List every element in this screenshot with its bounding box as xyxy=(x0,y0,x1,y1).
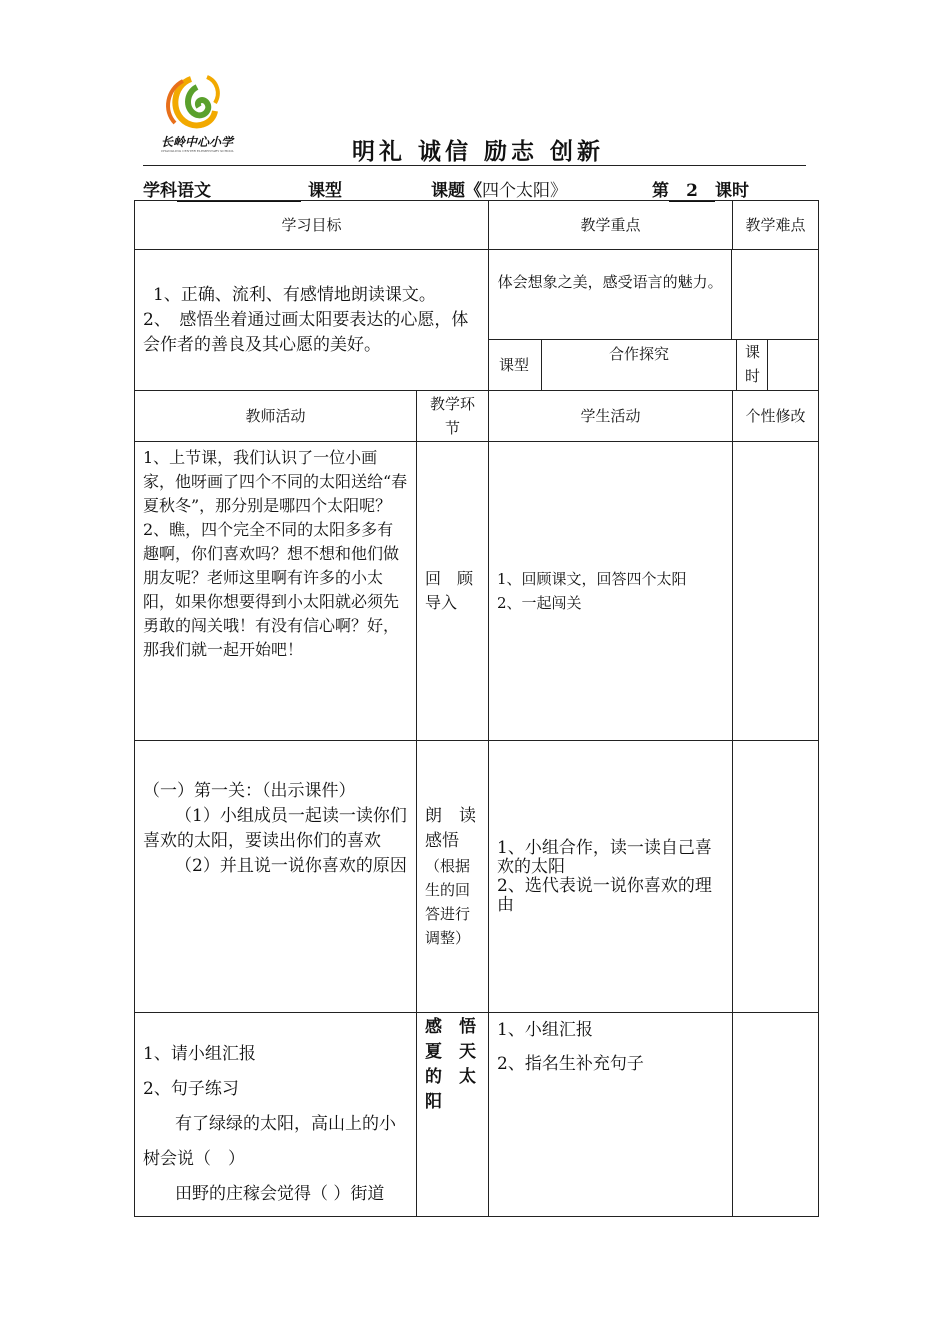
student-activity-item: 1、小组合作，读一读自己喜欢的太阳 xyxy=(497,837,712,877)
student-activity-cell xyxy=(489,741,733,1013)
school-motto: 明礼 诚信 励志 创新 xyxy=(352,138,605,165)
meta-topic xyxy=(431,176,567,201)
period-suffix: 课时 xyxy=(715,181,749,201)
student-activity-cell xyxy=(489,1013,733,1217)
stage-cell xyxy=(417,741,489,1013)
student-activity-item: 1、小组汇报 xyxy=(497,1020,593,1040)
goal-item: 1、正确、流利、有感情地朗读课文。 xyxy=(153,284,436,305)
school-logo xyxy=(143,67,260,159)
period-cell-value xyxy=(768,340,819,390)
key-points-text: 体会想象之美，感受语言的魅力。 xyxy=(489,250,732,339)
student-activity-item: 2、指名生补充句子 xyxy=(497,1054,644,1074)
goals-cell xyxy=(135,250,489,391)
teacher-activity-cell xyxy=(135,442,417,741)
logo-school-subtitle: CHANGLING CENTER ELEMENTARY SCHOOL xyxy=(161,149,235,153)
meta-period xyxy=(652,176,749,202)
teacher-header: 教师活动 xyxy=(135,391,417,442)
key-points-header: 教学重点 xyxy=(489,201,733,250)
personal-cell xyxy=(733,741,819,1013)
personal-cell xyxy=(733,442,819,741)
topic-label: 课题《 xyxy=(431,181,482,201)
teacher-activity-cell xyxy=(135,1013,417,1217)
activity-row xyxy=(135,741,819,1013)
goals-header: 学习目标 xyxy=(135,201,489,250)
difficulties-text xyxy=(732,250,818,339)
lesson-type-cell-value: 合作探究 xyxy=(542,340,737,390)
teacher-activity-item: 1、上节课，我们认识了一位小画家，他呀画了四个不同的太阳送给“春夏秋冬”，那分别是哪四个太阳呢？ xyxy=(143,448,408,515)
lesson-type-label: 课型 xyxy=(308,181,342,201)
goal-item: 2、 感悟坐着通过画太阳要表达的心愿，体会作者的善良及其心愿的美好。 xyxy=(143,309,469,355)
activity-row xyxy=(135,1013,819,1217)
teacher-activity-item: （一）第一关：（出示课件） xyxy=(143,780,356,801)
period-prefix: 第 xyxy=(652,181,669,201)
meta-subject xyxy=(143,176,301,202)
student-activity-cell xyxy=(489,442,733,741)
period-cell-label: 课时 xyxy=(737,340,768,390)
teacher-activity-cell xyxy=(135,741,417,1013)
stage-cell: 回 顾导入 xyxy=(417,442,489,741)
subject-label: 学科 xyxy=(143,181,177,201)
logo-school-name: 长岭中心小学 xyxy=(161,135,234,149)
header-row xyxy=(135,201,819,250)
stage-label: 朗 读感悟 xyxy=(425,805,476,851)
student-activity-item: 2、选代表说一说你喜欢的理由 xyxy=(497,875,712,915)
lesson-type-cell-label: 课型 xyxy=(489,340,542,390)
lesson-plan-table xyxy=(134,200,819,1217)
personal-cell xyxy=(733,1013,819,1217)
period-value: 2 xyxy=(669,181,715,202)
stage-note: （根据生的回答进行调整） xyxy=(425,856,471,947)
teacher-activity-item: 2、瞧，四个完全不同的太阳多多有趣啊，你们喜欢吗？想不想和他们做朋友呢？老师这里啊有许多的小太阳，如果你想要得到小太阳就必须先勇敢的闯关哦！有没有信心啊？好，那我们就一起开始吧！ xyxy=(143,520,400,659)
goals-row xyxy=(135,250,819,391)
stage-header: 教学环节 xyxy=(417,391,489,442)
teacher-activity-item: 田野的庄稼会觉得（ ）街道 xyxy=(175,1184,385,1204)
student-activity-item: 1、回顾课文，回答四个太阳 xyxy=(497,570,687,588)
key-points-inner xyxy=(489,250,818,390)
student-activity-item: 2、一起闯关 xyxy=(497,594,582,612)
difficulties-header: 教学难点 xyxy=(733,201,819,250)
activity-row xyxy=(135,442,819,741)
teacher-activity-item: （1）小组成员一起读一读你们喜欢的太阳，要读出你们的喜欢 xyxy=(143,805,407,851)
lesson-type-inner xyxy=(489,340,818,390)
personal-header: 个性修改 xyxy=(733,391,819,442)
topic-value: 四个太阳》 xyxy=(482,181,567,201)
teacher-activity-item: （2）并且说一说你喜欢的原因 xyxy=(175,855,407,876)
teacher-activity-item: 1、请小组汇报 xyxy=(143,1044,256,1064)
student-header: 学生活动 xyxy=(489,391,733,442)
activity-header-row xyxy=(135,391,819,442)
teacher-activity-item: 2、句子练习 xyxy=(143,1079,239,1099)
stage-cell: 感 悟夏 天的 太阳 xyxy=(417,1013,489,1217)
header-rule xyxy=(143,165,806,166)
key-points-cell xyxy=(489,250,819,391)
subject-value: 语文 xyxy=(177,176,301,202)
teacher-activity-item: 有了绿绿的太阳，高山上的小树会说（ ） xyxy=(143,1114,396,1169)
